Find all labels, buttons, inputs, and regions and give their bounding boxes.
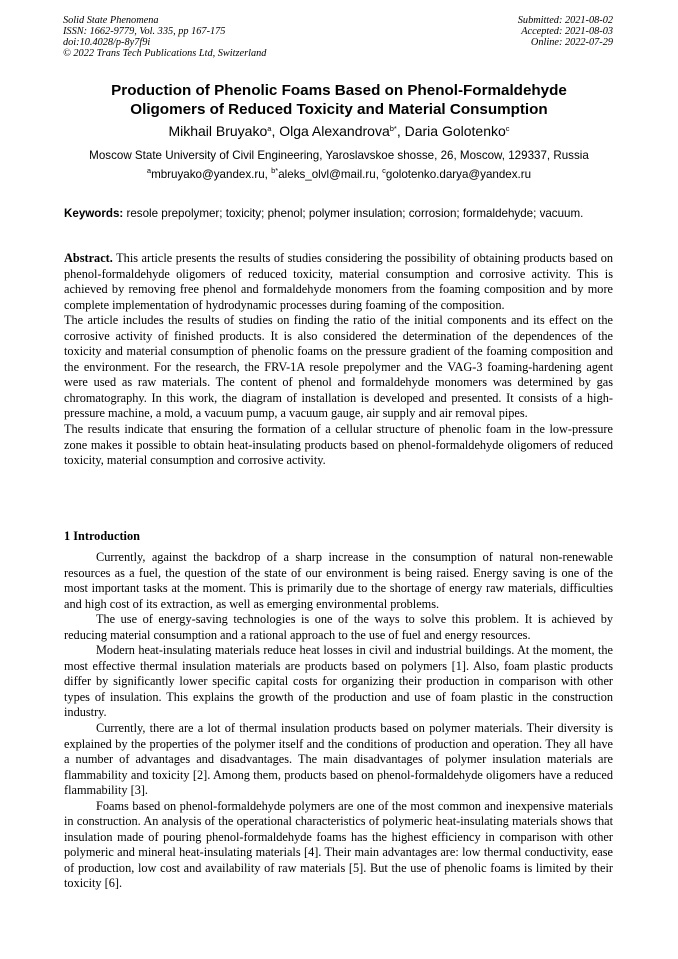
keywords-text: resole prepolymer; toxicity; phenol; polymer insulation; corrosion; formaldehyde; vacuum.	[123, 207, 584, 220]
author-affil-mark: a	[267, 124, 272, 133]
email-list	[64, 168, 614, 182]
publication-dates	[518, 15, 613, 48]
author-separator: ,	[271, 123, 280, 139]
keywords-label: Keywords:	[64, 207, 124, 220]
date-submitted: Submitted: 2021-08-02	[517, 15, 613, 26]
introduction-body	[64, 550, 613, 892]
author-separator: ,	[396, 123, 405, 139]
abstract-paragraph	[64, 251, 613, 313]
intro-paragraph: The use of energy-saving technologies is one of the ways to solve this problem. It is achieved by reducing material consumption and a rational approach to the use of fuel and energy resources.	[64, 612, 613, 642]
title-line-2: Oligomers of Reduced Toxicity and Material Consumption	[130, 101, 548, 118]
title-line-1: Production of Phenolic Foams Based on Phenol-Formaldehyde	[111, 82, 567, 99]
journal-name: Solid State Phenomena	[63, 15, 159, 26]
journal-copyright: © 2022 Trans Tech Publications Ltd, Switzerland	[63, 48, 267, 59]
intro-paragraph: Currently, against the backdrop of a sharp increase in the consumption of natural non-renewable resources as a fuel, the question of the state of our environment is being raised. Energy saving is one of the most important tasks at the moment. This is primarily due to the shortage of energy raw materials, difficulties and high cost of its extraction, as well as emerging environmental problems.	[64, 550, 613, 611]
author	[405, 123, 510, 139]
author-affil-mark: c	[505, 124, 510, 133]
intro-paragraph: Modern heat-insulating materials reduce heat losses in civil and industrial buildings. At the moment, the most effective thermal insulation materials are products based on polymers [1]. Also, foam plastic products differ by significantly lower specific capital costs for organizing their production in comparison with other types of insulation. This explains the growth of the production and use of foam plastic in the construction industry.	[64, 643, 613, 720]
author-name: Mikhail Bruyako	[168, 123, 268, 139]
author-name: Olga Alexandrova	[279, 123, 390, 139]
abstract-text: This article presents the results of studies considering the possibility of obtaining products based on phenol-formaldehyde oligomers of reduced toxicity, material consumption and corrosive activity. This is achieved by removing free phenol and formaldehyde monomers from the foaming composition and by more complete implementation of hydrodynamic processes during foaming of the composition.	[64, 251, 613, 312]
author-name: Daria Golotenko	[404, 123, 506, 139]
date-accepted: Accepted: 2021-08-03	[521, 26, 613, 37]
abstract-label: Abstract.	[64, 251, 113, 265]
intro-paragraph: Currently, there are a lot of thermal insulation products based on polymer materials. Their diversity is explained by the properties of the polymer itself and the conditions of production and operation. They all have a number of advantages and disadvantages. The main disadvantages of polymer insulation materials are flammability and toxicity [2]. Among them, products based on phenol-formaldehyde oligomers have a reduced flammability [3].	[64, 721, 613, 798]
abstract	[64, 251, 613, 469]
email-separator: ,	[264, 168, 272, 181]
keywords	[64, 206, 613, 221]
email-mark: a	[146, 166, 152, 175]
email-separator: ,	[375, 168, 383, 181]
paper-title	[64, 81, 614, 119]
affiliation: Moscow State University of Civil Engineering, Yaroslavskoe shosse, 26, Moscow, 129337, Russia	[89, 149, 589, 162]
abstract-paragraph: The article includes the results of studies on finding the ratio of the initial components and its effect on the corrosive activity of finished products. It is also considered the determination of the dependences of the toxicity and material consumption of phenolic foams on the pressure gradient of the foaming composition and the environment. For the research, the FRV-1A resole prepolymer and the VAG-3 foaming-hardening agent were used as raw materials. The content of phenol and formaldehyde monomers was determined by gas chromatography. In this work, the diagram of installation is developed and presented. It consists of a high-pressure machine, a mold, a vacuum pump, a vacuum gauge, air supply and air removal pipes.	[64, 313, 613, 421]
journal-doi[interactable]: doi:10.4028/p-8y7f9i	[63, 37, 151, 48]
email-link[interactable]: aleks_olvl@mail.ru	[278, 168, 376, 181]
section-heading-introduction: 1 Introduction	[64, 529, 140, 543]
email-link[interactable]: golotenko.darya@yandex.ru	[385, 168, 532, 181]
email-link[interactable]: mbruyako@yandex.ru	[151, 168, 265, 181]
intro-paragraph: Foams based on phenol-formaldehyde polymers are one of the most common and inexpensive materials in construction. An analysis of the operational characteristics of polymeric heat-insulating materials shows that insulation made of pouring phenol-formaldehyde foams has the highest efficiency in comparison with other polymeric and mineral heat-insulating materials [4]. Their main advantages are: low thermal conductivity, ease of production, low cost and availability of raw materials [5]. But the use of phenolic foams is limited by their toxicity [6].	[64, 798, 613, 891]
journal-issn: ISSN: 1662-9779, Vol. 335, pp 167-175	[63, 26, 226, 37]
abstract-paragraph: The results indicate that ensuring the formation of a cellular structure of phenolic foam in the low-pressure zone makes it possible to obtain heat-insulating products based on phenol-formaldehyde oligomers of reduced toxicity, material consumption and corrosive activity.	[64, 422, 613, 468]
author	[279, 123, 404, 139]
email-mark: c	[382, 166, 386, 175]
author-affil-mark: b*	[389, 124, 397, 133]
journal-info	[63, 15, 266, 59]
author	[168, 123, 279, 139]
email-mark: b*	[271, 166, 279, 175]
author-list	[64, 122, 614, 140]
date-online: Online: 2022-07-29	[530, 37, 613, 48]
